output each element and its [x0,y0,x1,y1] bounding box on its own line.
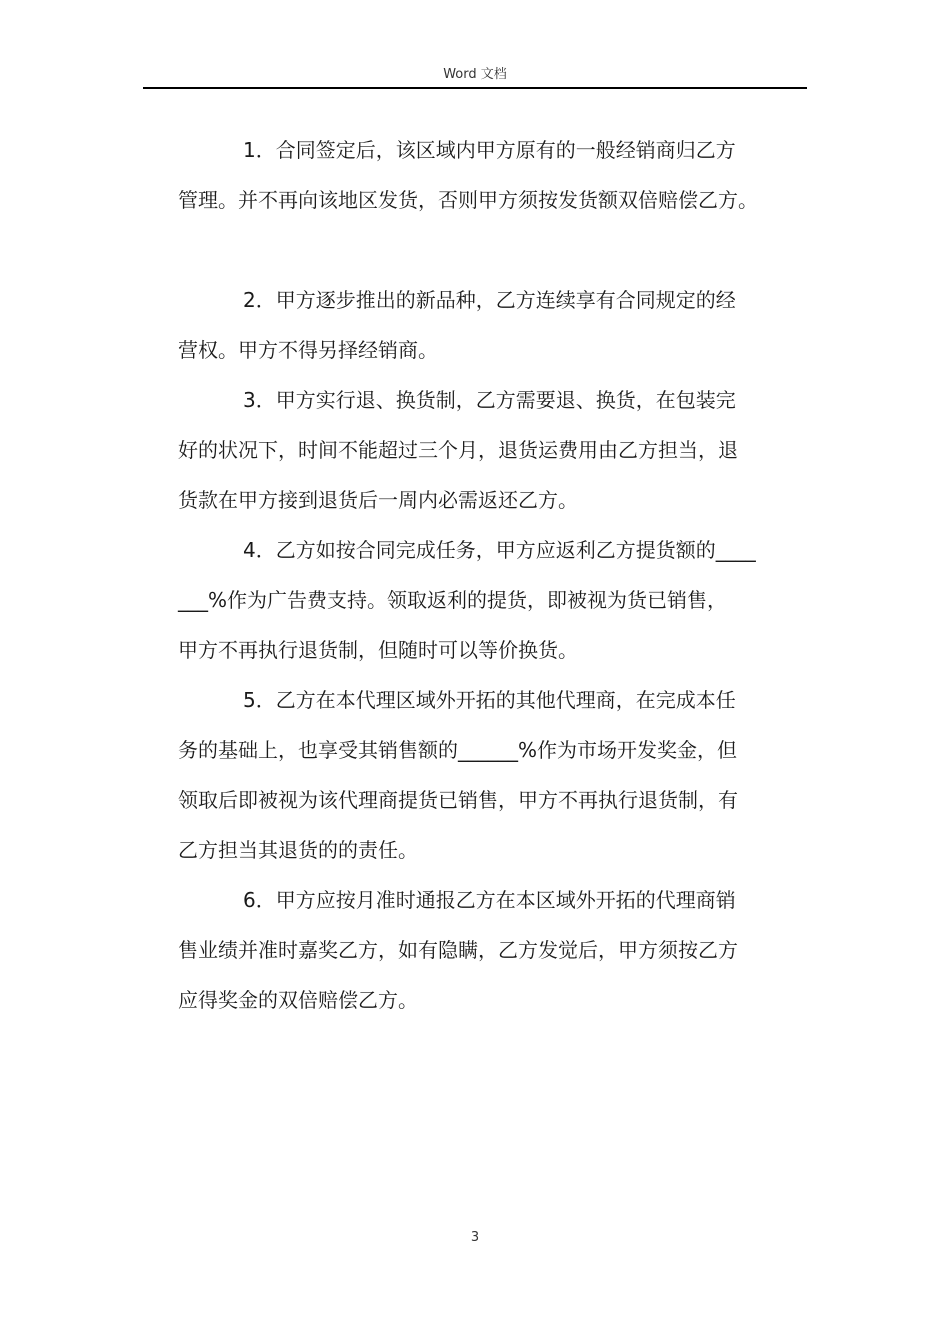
paragraph-6-line-3: 应得奖金的双倍赔偿乙方。 [178,988,418,1012]
paragraph-4-line-2: ___%作为广告费支持。领取返利的提货，即被视为货已销售， [178,588,728,612]
paragraph-1-line-1: 1．合同签定后，该区域内甲方原有的一般经销商归乙方 [243,138,736,162]
page-number: 3 [470,1230,480,1245]
paragraph-1-line-2: 管理。并不再向该地区发货，否则甲方须按发货额双倍赔偿乙方。 [178,188,758,212]
paragraph-5-line-1: 5．乙方在本代理区域外开拓的其他代理商，在完成本任 [243,688,736,712]
paragraph-6-line-2: 售业绩并准时嘉奖乙方，如有隐瞒，乙方发觉后，甲方须按乙方 [178,938,738,962]
paragraph-3-line-2: 好的状况下，时间不能超过三个月，退货运费用由乙方担当，退 [178,438,738,462]
paragraph-2-line-1: 2．甲方逐步推出的新品种，乙方连续享有合同规定的经 [243,288,736,312]
paragraph-6-line-1: 6．甲方应按月准时通报乙方在本区域外开拓的代理商销 [243,888,736,912]
paragraph-4-line-3: 甲方不再执行退货制，但随时可以等价换货。 [178,638,578,662]
paragraph-2-line-2: 营权。甲方不得另择经销商。 [178,338,438,362]
paragraph-5-line-4: 乙方担当其退货的的责任。 [178,838,418,862]
paragraph-4-line-1: 4．乙方如按合同完成任务，甲方应返利乙方提货额的____ [243,538,756,562]
paragraph-3-line-3: 货款在甲方接到退货后一周内必需返还乙方。 [178,488,578,512]
header-divider [143,87,807,89]
page-header: Word 文档 [443,67,507,82]
paragraph-3-line-1: 3．甲方实行退、换货制，乙方需要退、换货，在包装完 [243,388,736,412]
paragraph-5-line-3: 领取后即被视为该代理商提货已销售，甲方不再执行退货制，有 [178,788,738,812]
paragraph-5-line-2: 务的基础上，也享受其销售额的______%作为市场开发奖金，但 [178,738,738,762]
